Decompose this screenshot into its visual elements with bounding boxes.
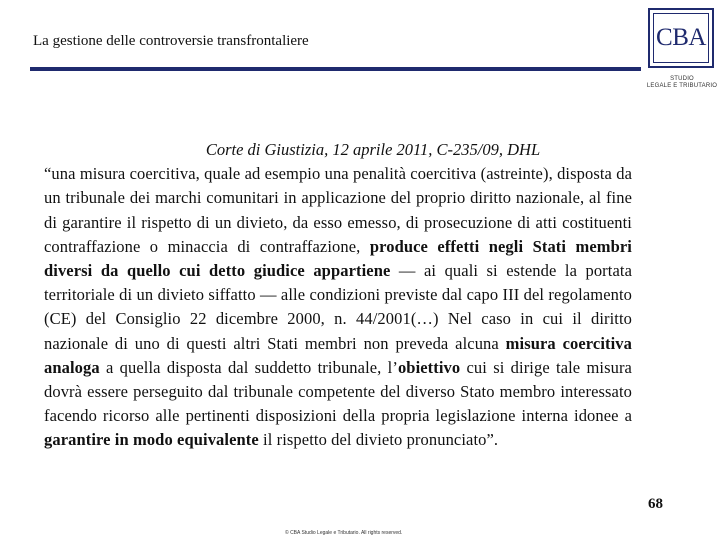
quote-emphasis: produce effetti negli Stati membri diversi da quello cui detto giudice appartiene xyxy=(44,236,632,281)
logo-subtitle-line1: STUDIO xyxy=(670,76,694,82)
page-number: 68 xyxy=(648,496,663,512)
header-title: La gestione delle controversie transfrontaliere xyxy=(33,33,309,49)
logo-subtitle-line2: LEGALE E TRIBUTARIO xyxy=(646,83,718,89)
quote-text: a quella disposta dal suddetto tribunale, l’ xyxy=(99,357,398,377)
main-content xyxy=(44,138,632,453)
quote-text: — ai quali si estende la portata territoriale di un divieto siffatto — alle condizioni previste dal capo III del regolamento (CE) del Consiglio 22 dicembre 2000, n. 44/2001(…) Nel caso in cui il diritto nazionale di uno di questi altri Stati membri non preveda alcuna xyxy=(44,261,632,353)
logo xyxy=(648,8,714,68)
footer-copyright: © CBA Studio Legale e Tributario. All rights reserved. xyxy=(285,530,403,536)
quote-text: il rispetto del divieto pronunciato”. xyxy=(258,430,499,450)
logo-subtitle xyxy=(646,76,718,90)
quote-emphasis: misura coercitiva analoga xyxy=(44,333,633,377)
quote-emphasis: garantire in modo equivalente xyxy=(44,430,259,450)
quote-emphasis: obiettivo xyxy=(397,357,461,377)
case-title: Corte di Giustizia, 12 aprile 2011, C-235/09, DHL xyxy=(205,140,541,159)
quote-paragraph xyxy=(44,162,632,452)
quote-text: “una misura coercitiva, quale ad esempio una penalità coercitiva (astreinte), disposta da un tribunale dei marchi comunitari in applicazione del proprio diritto nazionale, al fine di garantire il rispetto di un divieto, da esso emesso, di prosecuzione di atti costituenti contraffazione o minaccia di contraffazione, xyxy=(44,164,632,256)
header-rule xyxy=(30,67,641,71)
quote-text: cui si dirige tale misura dovrà essere perseguito dal tribunale competente del diverso Stato membro interessato facendo ricorso alle pertinenti disposizioni della propria legislazione interna idonee a xyxy=(44,357,632,426)
logo-text: CBA xyxy=(656,24,706,51)
